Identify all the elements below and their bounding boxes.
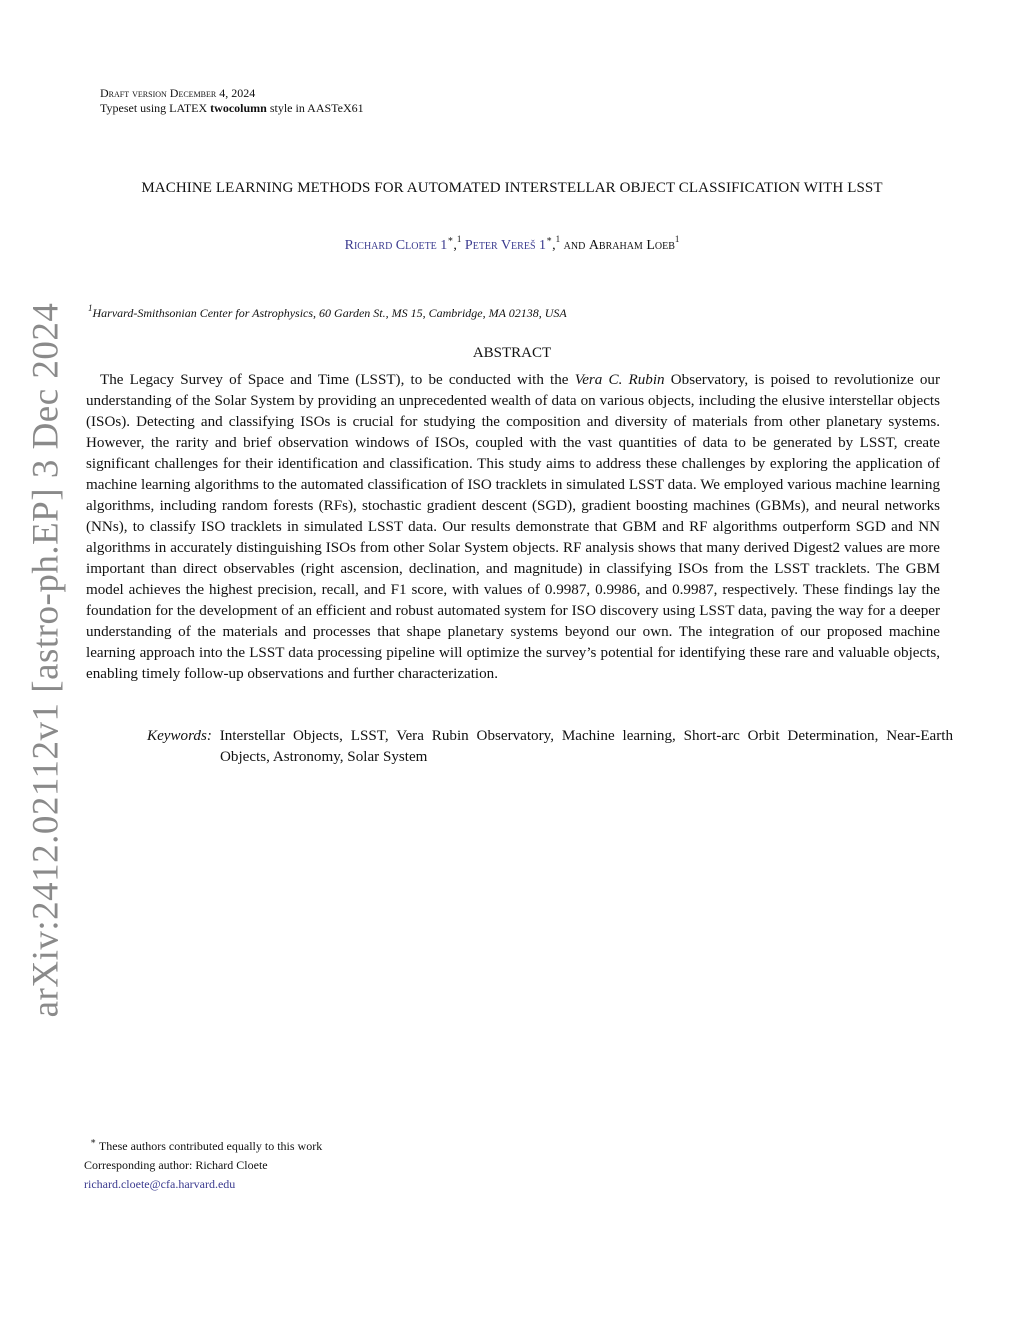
author-list: Richard Cloete 1∗,$^1$ Peter Vereš 1∗,$^1$ and Abraham Loeb$^1$ <box>344 234 680 253</box>
author-name-1[interactable]: Richard Cloete 1 <box>344 238 448 253</box>
footnotes <box>84 1137 322 1194</box>
draft-version: Draft version December 4, 2024 <box>100 86 256 100</box>
author-connector: and <box>563 238 586 253</box>
corresponding-email-link[interactable]: richard.cloete@cfa.harvard.edu <box>84 1177 236 1191</box>
keywords-label: Keywords: <box>147 728 212 744</box>
footnote-equal-contribution <box>84 1137 322 1156</box>
typeset-style: twocolumn <box>210 101 267 115</box>
affiliation-text: Harvard-Smithsonian Center for Astrophysics, 60 Garden St., MS 15, Cambridge, MA 02138, USA <box>92 306 567 320</box>
author-name-3: Abraham Loeb <box>588 238 675 253</box>
author-1-affiliation: 1 <box>456 234 462 245</box>
typeset-prefix: Typeset using <box>100 101 170 115</box>
arxiv-identifier-stamp: arXiv:2412.02112v1 [astro-ph.EP] 3 Dec 2024 <box>25 302 67 1018</box>
author-2-affiliation: 1 <box>555 234 561 245</box>
abstract-text-part-2: Observatory, is poised to revolutionize our understanding of the Solar System by providing an unprecedented wealth of data on various objects, including the elusive interstellar objects (ISOs). Detecting and classifying ISOs is crucial for studying the composition and diversity of materials from other planetary systems. However, the rarity and brief observation windows of ISOs, coupled with the vast quantities of data to be generated by LSST, create significant challenges for their identification and classification. This study aims to address these challenges by exploring the application of machine learning algorithms to the automated classification of ISO tracklets in simulated LSST data. We employed various machine learning algorithms, including random forests (RFs), stochastic gradient descent (SGD), gradient boosting machines (GBMs), and neural networks (NNs), to classify ISO tracklets in simulated LSST data. Our results demonstrate that GBM and RF algorithms outperform SGD and NN algorithms in accurately distinguishing ISOs from other Solar System objects. RF analysis shows that many derived Digest2 values are more important than direct observables (right ascension, declination, and magnitude) in classifying ISOs from the LSST tracklets. The GBM model achieves the highest precision, recall, and F1 score, with values of 0.9987, 0.9986, and 0.9987, respectively. These findings lay the foundation for the development of an efficient and robust automated system for ISO discovery using LSST data, paving the way for a deeper understanding of the materials and processes that shape planetary systems beyond our own. The integration of our proposed machine learning approach into the LSST data processing pipeline will optimize the survey’s potential for identifying these rare and valuable objects, enabling timely follow-up observations and further characterization. <box>86 372 940 682</box>
abstract-text-part-1: The Legacy Survey of Space and Time (LSST), to be conducted with the <box>100 372 575 388</box>
latex-logo: LATEX <box>169 101 208 115</box>
typeset-suffix: style in AASTeX61 <box>266 101 364 115</box>
author-name-2[interactable]: Peter Vereš 1 <box>464 238 547 253</box>
author-2-mark: ∗ <box>546 234 553 245</box>
footnote-mark: ∗ <box>90 1136 97 1146</box>
abstract-heading: ABSTRACT <box>472 345 552 361</box>
abstract-italic-text: Vera C. Rubin <box>574 372 665 388</box>
keywords <box>147 726 953 768</box>
draft-header <box>100 86 364 116</box>
affiliation <box>88 303 567 321</box>
keywords-text: Interstellar Objects, LSST, Vera Rubin Observatory, Machine learning, Short-arc Orbit Determination, Near-Earth Objects, Astronomy, Solar System <box>219 728 953 765</box>
author-3-affiliation: 1 <box>674 234 680 245</box>
paper-title: MACHINE LEARNING METHODS FOR AUTOMATED INTERSTELLAR OBJECT CLASSIFICATION WITH LSST <box>141 180 883 196</box>
typeset-note <box>100 101 364 116</box>
affiliation-number: 1 <box>88 303 93 313</box>
abstract-body <box>86 370 940 685</box>
footnote-equal-text: These authors contributed equally to this work <box>98 1139 323 1153</box>
footnote-corresponding-author: Corresponding author: Richard Cloete <box>84 1158 268 1172</box>
author-1-mark: ∗ <box>447 234 454 245</box>
